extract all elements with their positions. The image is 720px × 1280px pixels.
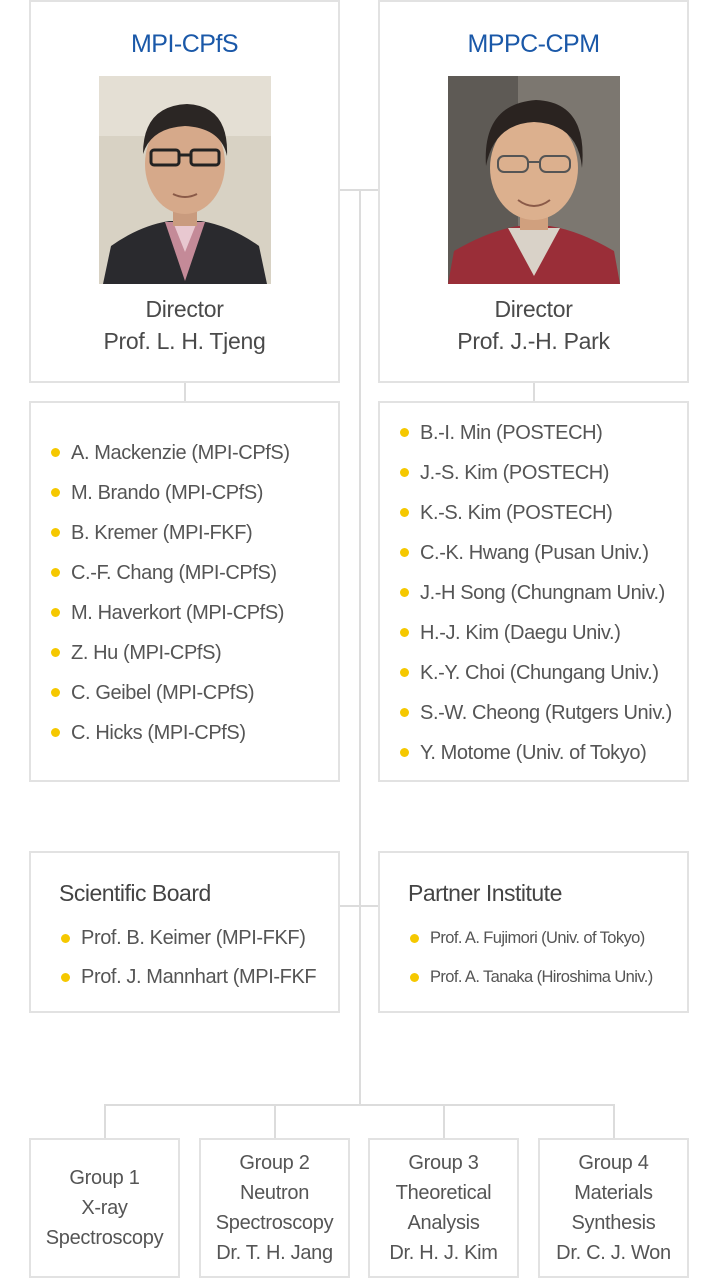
list-item [410, 919, 653, 958]
member-name: C. Geibel (MPI-CPfS) [71, 682, 255, 704]
list-item [51, 513, 290, 553]
member-name: Prof. A. Tanaka (Hiroshima Univ.) [430, 968, 653, 986]
group-card-4 [538, 1138, 689, 1278]
list-item [61, 919, 316, 958]
partner-institute-card [378, 851, 689, 1013]
bullet-dot [51, 688, 60, 697]
org-title: MPI-CPfS [130, 30, 239, 58]
group-line: Group 1 [69, 1167, 140, 1189]
member-name: Prof. A. Fujimori (Univ. of Tokyo) [430, 929, 645, 947]
bullet-dot [61, 973, 70, 982]
connector-groups-horizontal [104, 1104, 615, 1106]
member-name: J.-H Song (Chungnam Univ.) [420, 582, 665, 604]
member-name: K.-S. Kim (POSTECH) [420, 502, 613, 524]
connector-group-4 [613, 1104, 615, 1140]
member-name: C.-F. Chang (MPI-CPfS) [71, 562, 277, 584]
bullet-dot [400, 468, 409, 477]
group-line: Group 2 [239, 1152, 310, 1174]
bullet-dot [51, 608, 60, 617]
members-list [400, 413, 672, 773]
list-item [400, 453, 672, 493]
bullet-dot [410, 973, 419, 982]
director-card-right [378, 0, 689, 383]
connector-directors [339, 189, 379, 191]
bullet-dot [400, 508, 409, 517]
list-item [51, 433, 290, 473]
director-photo [99, 76, 271, 284]
group-line: Analysis [407, 1212, 480, 1234]
members-list [51, 433, 290, 753]
member-name: S.-W. Cheong (Rutgers Univ.) [420, 702, 672, 724]
bullet-dot [400, 748, 409, 757]
group-line: Group 3 [408, 1152, 479, 1174]
group-card-1 [29, 1138, 180, 1278]
bullet-dot [51, 648, 60, 657]
bullet-dot [51, 448, 60, 457]
bullet-dot [400, 708, 409, 717]
director-name: Prof. L. H. Tjeng [103, 328, 266, 354]
bullet-dot [400, 628, 409, 637]
members-card-left [29, 401, 340, 782]
connector-right-director-members [533, 381, 535, 403]
group-line: Dr. H. J. Kim [389, 1242, 498, 1264]
connector-group-1 [104, 1104, 106, 1140]
list-item [51, 473, 290, 513]
group-line: Neutron [239, 1182, 310, 1204]
member-name: M. Haverkort (MPI-CPfS) [71, 602, 285, 624]
org-title: MPPC-CPM [467, 30, 600, 58]
list-item [410, 958, 653, 997]
group-line: Dr. T. H. Jang [216, 1242, 333, 1264]
list-item [61, 958, 316, 997]
group-line: Spectroscopy [215, 1212, 334, 1234]
member-name: B.-I. Min (POSTECH) [420, 422, 603, 444]
member-name: B. Kremer (MPI-FKF) [71, 522, 253, 544]
list-item [400, 573, 672, 613]
group-line: Spectroscopy [45, 1227, 164, 1249]
member-name: C.-K. Hwang (Pusan Univ.) [420, 542, 649, 564]
bullet-dot [400, 588, 409, 597]
list-item [400, 653, 672, 693]
bullet-dot [400, 548, 409, 557]
group-line: Dr. C. J. Won [556, 1242, 671, 1264]
director-card-left [29, 0, 340, 383]
list-item [51, 633, 290, 673]
partner-list [410, 919, 653, 997]
list-item [51, 673, 290, 713]
member-name: H.-J. Kim (Daegu Univ.) [420, 622, 621, 644]
list-item [51, 713, 290, 753]
member-name: M. Brando (MPI-CPfS) [71, 482, 264, 504]
bullet-dot [400, 668, 409, 677]
bullet-dot [400, 428, 409, 437]
director-role: Director [145, 296, 224, 322]
group-line: Theoretical [395, 1182, 492, 1204]
bullet-dot [51, 528, 60, 537]
connector-group-2 [274, 1104, 276, 1140]
section-title: Partner Institute [408, 880, 562, 906]
connector-group-3 [443, 1104, 445, 1140]
list-item [400, 493, 672, 533]
group-line: X-ray [81, 1197, 128, 1219]
connector-left-director-members [184, 381, 186, 403]
member-name: Y. Motome (Univ. of Tokyo) [420, 742, 647, 764]
group-line: Synthesis [571, 1212, 656, 1234]
list-item [400, 533, 672, 573]
director-name: Prof. J.-H. Park [457, 328, 610, 354]
member-name: K.-Y. Choi (Chungang Univ.) [420, 662, 659, 684]
list-item [400, 693, 672, 733]
director-photo [448, 76, 620, 284]
scientific-board-card [29, 851, 340, 1013]
connector-vertical-main [359, 190, 361, 1105]
group-card-2 [199, 1138, 350, 1278]
bullet-dot [51, 568, 60, 577]
member-name: J.-S. Kim (POSTECH) [420, 462, 610, 484]
list-item [51, 553, 290, 593]
list-item [400, 613, 672, 653]
section-title: Scientific Board [59, 880, 211, 906]
bullet-dot [410, 934, 419, 943]
bullet-dot [51, 488, 60, 497]
members-card-right [378, 401, 689, 782]
bullet-dot [61, 934, 70, 943]
member-name: Prof. J. Mannhart (MPI-FKF [81, 966, 317, 988]
group-card-3 [368, 1138, 519, 1278]
member-name: Prof. B. Keimer (MPI-FKF) [81, 927, 306, 949]
director-role: Director [494, 296, 573, 322]
bullet-dot [51, 728, 60, 737]
list-item [51, 593, 290, 633]
group-line: Group 4 [578, 1152, 649, 1174]
board-list [61, 919, 316, 997]
member-name: Z. Hu (MPI-CPfS) [71, 642, 222, 664]
member-name: A. Mackenzie (MPI-CPfS) [71, 442, 290, 464]
member-name: C. Hicks (MPI-CPfS) [71, 722, 246, 744]
connector-board-partner [339, 905, 379, 907]
list-item [400, 413, 672, 453]
list-item [400, 733, 672, 773]
group-line: Materials [574, 1182, 653, 1204]
